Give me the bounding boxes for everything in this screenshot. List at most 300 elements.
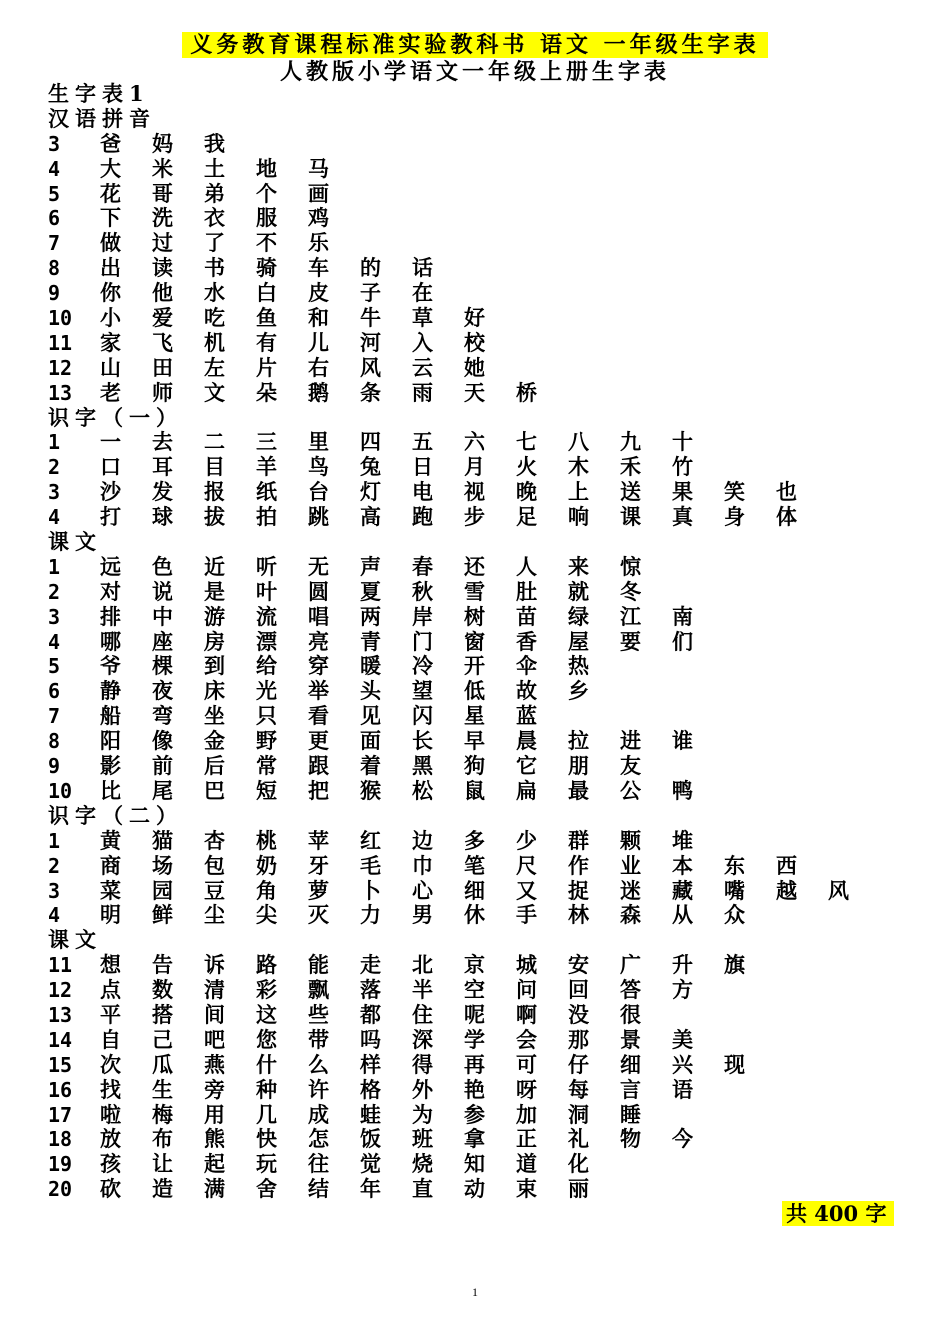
character: 束 [516, 1176, 537, 1202]
row-number: 7 [48, 231, 61, 256]
character: 每 [568, 1076, 589, 1102]
character: 再 [464, 1051, 485, 1077]
character: 师 [152, 379, 173, 405]
character: 红 [360, 827, 381, 853]
row-characters [100, 630, 724, 655]
character: 灯 [360, 479, 381, 505]
character: 校 [464, 329, 485, 355]
character: 为 [412, 1101, 433, 1127]
character: 拿 [464, 1126, 485, 1152]
character: 静 [100, 678, 121, 704]
character: 物 [620, 1126, 641, 1152]
row-number: 6 [48, 679, 61, 704]
character: 景 [620, 1026, 641, 1052]
character: 课 [620, 504, 641, 530]
character: 水 [204, 280, 225, 306]
row-characters [100, 779, 724, 804]
character: 很 [620, 1001, 641, 1027]
character: 风 [828, 877, 849, 903]
character: 语 [672, 1076, 693, 1102]
character-row [48, 654, 928, 679]
row-characters [100, 356, 516, 381]
character: 桃 [256, 827, 277, 853]
character: 舍 [256, 1176, 277, 1202]
row-number: 12 [48, 978, 73, 1003]
character: 知 [464, 1151, 485, 1177]
character: 山 [100, 354, 121, 380]
character: 吗 [360, 1026, 381, 1052]
character: 唱 [308, 603, 329, 629]
character: 着 [360, 753, 381, 779]
character: 船 [100, 703, 121, 729]
character: 言 [620, 1076, 641, 1102]
character: 报 [204, 479, 225, 505]
character-row [48, 1152, 928, 1177]
character: 穿 [308, 653, 329, 679]
character: 猫 [152, 827, 173, 853]
character: 香 [516, 628, 537, 654]
character: 次 [100, 1051, 121, 1077]
row-characters [100, 879, 880, 904]
character: 更 [308, 728, 329, 754]
character: 马 [308, 155, 329, 181]
character: 年 [360, 1176, 381, 1202]
character-row [48, 679, 928, 704]
character-row [48, 1028, 928, 1053]
row-characters [100, 1053, 776, 1078]
character: 群 [568, 827, 589, 853]
character: 让 [152, 1151, 173, 1177]
character: 河 [360, 329, 381, 355]
character: 机 [204, 329, 225, 355]
character: 跑 [412, 504, 433, 530]
character: 从 [672, 902, 693, 928]
character-row [48, 1078, 928, 1103]
character: 黑 [412, 753, 433, 779]
character: 边 [412, 827, 433, 853]
character: 们 [672, 628, 693, 654]
character: 睡 [620, 1101, 641, 1127]
row-number: 19 [48, 1152, 73, 1177]
section-heading: 课文 [48, 927, 102, 953]
row-characters [100, 1127, 724, 1152]
character: 艳 [464, 1076, 485, 1102]
character: 升 [672, 952, 693, 978]
character: 商 [100, 852, 121, 878]
character: 大 [100, 155, 121, 181]
character: 色 [152, 553, 173, 579]
character: 送 [620, 479, 641, 505]
row-characters [100, 754, 672, 779]
character: 打 [100, 504, 121, 530]
character-row [48, 455, 928, 480]
row-number: 10 [48, 306, 73, 331]
character: 彩 [256, 977, 277, 1003]
character: 森 [620, 902, 641, 928]
character: 参 [464, 1101, 485, 1127]
character: 八 [568, 429, 589, 455]
character: 还 [464, 553, 485, 579]
character-row [48, 879, 928, 904]
character-row [48, 1177, 928, 1202]
character: 叶 [256, 578, 277, 604]
character: 右 [308, 354, 329, 380]
character: 会 [516, 1026, 537, 1052]
character: 视 [464, 479, 485, 505]
character: 白 [256, 280, 277, 306]
row-characters [100, 580, 672, 605]
row-characters [100, 829, 724, 854]
character: 七 [516, 429, 537, 455]
character: 吃 [204, 305, 225, 331]
character: 笑 [724, 479, 745, 505]
character: 五 [412, 429, 433, 455]
character: 真 [672, 504, 693, 530]
row-number: 7 [48, 704, 61, 729]
character-row [48, 903, 928, 928]
character: 妈 [152, 130, 173, 156]
character: 休 [464, 902, 485, 928]
character-row [48, 505, 928, 530]
character: 道 [516, 1151, 537, 1177]
page-number: 1 [472, 1285, 478, 1299]
character: 么 [308, 1051, 329, 1077]
character: 青 [360, 628, 381, 654]
character: 明 [100, 902, 121, 928]
character: 土 [204, 155, 225, 181]
row-characters [100, 281, 464, 306]
character: 吧 [204, 1026, 225, 1052]
character-row [48, 430, 928, 455]
character: 阳 [100, 728, 121, 754]
character: 台 [308, 479, 329, 505]
character: 您 [256, 1026, 277, 1052]
character-list [48, 82, 928, 1202]
character: 结 [308, 1176, 329, 1202]
row-number: 3 [48, 131, 61, 156]
character: 电 [412, 479, 433, 505]
character: 乡 [568, 678, 589, 704]
section-heading: 识字（一） [48, 404, 183, 430]
row-number: 8 [48, 729, 61, 754]
row-characters [100, 1152, 620, 1177]
row-number: 4 [48, 903, 61, 928]
character-row [48, 1003, 928, 1028]
row-number: 2 [48, 579, 61, 604]
character: 些 [308, 1001, 329, 1027]
character-row [48, 356, 928, 381]
character: 纸 [256, 479, 277, 505]
character: 发 [152, 479, 173, 505]
character: 十 [672, 429, 693, 455]
row-characters [100, 555, 672, 580]
character: 什 [256, 1051, 277, 1077]
row-number: 1 [48, 430, 61, 455]
row-characters [100, 231, 360, 256]
character-row [48, 480, 928, 505]
character: 能 [308, 952, 329, 978]
character: 弟 [204, 180, 225, 206]
character: 带 [308, 1026, 329, 1052]
character: 动 [464, 1176, 485, 1202]
character: 嘴 [724, 877, 745, 903]
character: 细 [464, 877, 485, 903]
row-number: 4 [48, 505, 61, 530]
character: 入 [412, 329, 433, 355]
character: 问 [516, 977, 537, 1003]
row-characters [100, 953, 776, 978]
character: 兔 [360, 454, 381, 480]
row-characters [100, 854, 828, 879]
row-characters [100, 1003, 672, 1028]
character: 鸡 [308, 205, 329, 231]
row-number: 2 [48, 853, 61, 878]
character: 猴 [360, 777, 381, 803]
section-heading: 识字（二） [48, 802, 183, 828]
character: 萝 [308, 877, 329, 903]
character: 呢 [464, 1001, 485, 1027]
character: 有 [256, 329, 277, 355]
character: 加 [516, 1101, 537, 1127]
character: 开 [464, 653, 485, 679]
character: 热 [568, 653, 589, 679]
character-row [48, 231, 928, 256]
character: 低 [464, 678, 485, 704]
character: 也 [776, 479, 797, 505]
character: 弯 [152, 703, 173, 729]
character: 中 [152, 603, 173, 629]
character: 方 [672, 977, 693, 1003]
character: 三 [256, 429, 277, 455]
character: 书 [204, 255, 225, 281]
character: 安 [568, 952, 589, 978]
character: 四 [360, 429, 381, 455]
character: 尺 [516, 852, 537, 878]
character: 哥 [152, 180, 173, 206]
character: 许 [308, 1076, 329, 1102]
character: 学 [464, 1026, 485, 1052]
character: 对 [100, 578, 121, 604]
character: 在 [412, 280, 433, 306]
character: 烧 [412, 1151, 433, 1177]
character: 鱼 [256, 305, 277, 331]
character: 儿 [308, 329, 329, 355]
character: 夏 [360, 578, 381, 604]
character: 格 [360, 1076, 381, 1102]
character: 捉 [568, 877, 589, 903]
character: 想 [100, 952, 121, 978]
character: 里 [308, 429, 329, 455]
character-row [48, 381, 928, 406]
character: 车 [308, 255, 329, 281]
character: 布 [152, 1126, 173, 1152]
character: 老 [100, 379, 121, 405]
character: 跟 [308, 753, 329, 779]
character: 往 [308, 1151, 329, 1177]
character: 公 [620, 777, 641, 803]
character: 做 [100, 230, 121, 256]
character: 洗 [152, 205, 173, 231]
row-characters [100, 182, 360, 207]
character: 卜 [360, 877, 381, 903]
character: 近 [204, 553, 225, 579]
character: 无 [308, 553, 329, 579]
character: 草 [412, 305, 433, 331]
character: 夜 [152, 678, 173, 704]
character: 颗 [620, 827, 641, 853]
character: 友 [620, 753, 641, 779]
character: 望 [412, 678, 433, 704]
row-characters [100, 1028, 724, 1053]
character: 是 [204, 578, 225, 604]
character: 晨 [516, 728, 537, 754]
character: 比 [100, 777, 121, 803]
character: 啦 [100, 1101, 121, 1127]
character: 小 [100, 305, 121, 331]
character: 飞 [152, 329, 173, 355]
character: 足 [516, 504, 537, 530]
row-number: 13 [48, 380, 73, 405]
row-characters [100, 1103, 672, 1128]
total-count-text: 共 400 字 [782, 1201, 894, 1226]
character: 啊 [516, 1001, 537, 1027]
character-row [48, 256, 928, 281]
character: 力 [360, 902, 381, 928]
character-row [48, 779, 928, 804]
character: 坐 [204, 703, 225, 729]
character: 深 [412, 1026, 433, 1052]
character-row [48, 580, 928, 605]
character: 不 [256, 230, 277, 256]
character: 远 [100, 553, 121, 579]
character: 自 [100, 1026, 121, 1052]
character: 云 [412, 354, 433, 380]
row-number: 17 [48, 1102, 73, 1127]
character: 木 [568, 454, 589, 480]
character: 桥 [516, 379, 537, 405]
character: 熊 [204, 1126, 225, 1152]
character: 起 [204, 1151, 225, 1177]
character: 爷 [100, 653, 121, 679]
character: 肚 [516, 578, 537, 604]
character: 说 [152, 578, 173, 604]
row-characters [100, 1177, 620, 1202]
character: 京 [464, 952, 485, 978]
character: 又 [516, 877, 537, 903]
character: 野 [256, 728, 277, 754]
character: 耳 [152, 454, 173, 480]
row-number: 5 [48, 181, 61, 206]
character: 兴 [672, 1051, 693, 1077]
character: 样 [360, 1051, 381, 1077]
row-characters [100, 132, 256, 157]
character: 像 [152, 728, 173, 754]
row-number: 18 [48, 1127, 73, 1152]
character: 蓝 [516, 703, 537, 729]
character: 子 [360, 280, 381, 306]
character: 砍 [100, 1176, 121, 1202]
character: 伞 [516, 653, 537, 679]
character: 角 [256, 877, 277, 903]
character: 好 [464, 305, 485, 331]
character: 回 [568, 977, 589, 1003]
character: 路 [256, 952, 277, 978]
character: 举 [308, 678, 329, 704]
character: 面 [360, 728, 381, 754]
character: 光 [256, 678, 277, 704]
character: 下 [100, 205, 121, 231]
character: 尘 [204, 902, 225, 928]
character: 朋 [568, 753, 589, 779]
character-row [48, 754, 928, 779]
character: 就 [568, 578, 589, 604]
character: 没 [568, 1001, 589, 1027]
row-number: 15 [48, 1052, 73, 1077]
character: 点 [100, 977, 121, 1003]
row-number: 11 [48, 330, 73, 355]
character: 众 [724, 902, 745, 928]
character: 旁 [204, 1076, 225, 1102]
character-row [48, 854, 928, 879]
character: 尖 [256, 902, 277, 928]
character: 屋 [568, 628, 589, 654]
character: 日 [412, 454, 433, 480]
character: 要 [620, 628, 641, 654]
character: 蛙 [360, 1101, 381, 1127]
character: 后 [204, 753, 225, 779]
character: 用 [204, 1101, 225, 1127]
character: 可 [516, 1051, 537, 1077]
row-characters [100, 505, 828, 530]
character-row [48, 281, 928, 306]
character: 个 [256, 180, 277, 206]
character: 包 [204, 852, 225, 878]
character: 看 [308, 703, 329, 729]
character: 窗 [464, 628, 485, 654]
character: 城 [516, 952, 537, 978]
row-characters [100, 978, 724, 1003]
character: 跳 [308, 504, 329, 530]
character: 果 [672, 479, 693, 505]
character: 黄 [100, 827, 121, 853]
character: 本 [672, 852, 693, 878]
character: 牛 [360, 305, 381, 331]
character: 骑 [256, 255, 277, 281]
character: 外 [412, 1076, 433, 1102]
character: 球 [152, 504, 173, 530]
character: 暖 [360, 653, 381, 679]
character: 月 [464, 454, 485, 480]
character: 响 [568, 504, 589, 530]
character: 了 [204, 230, 225, 256]
character: 苗 [516, 603, 537, 629]
character: 南 [672, 603, 693, 629]
character: 听 [256, 553, 277, 579]
character: 牙 [308, 852, 329, 878]
character-row [48, 953, 928, 978]
character: 羊 [256, 454, 277, 480]
row-number: 12 [48, 355, 73, 380]
character: 心 [412, 877, 433, 903]
character: 排 [100, 603, 121, 629]
character: 这 [256, 1001, 277, 1027]
character: 天 [464, 379, 485, 405]
character: 步 [464, 504, 485, 530]
character: 体 [776, 504, 797, 530]
row-characters [100, 306, 516, 331]
character: 雨 [412, 379, 433, 405]
character: 觉 [360, 1151, 381, 1177]
